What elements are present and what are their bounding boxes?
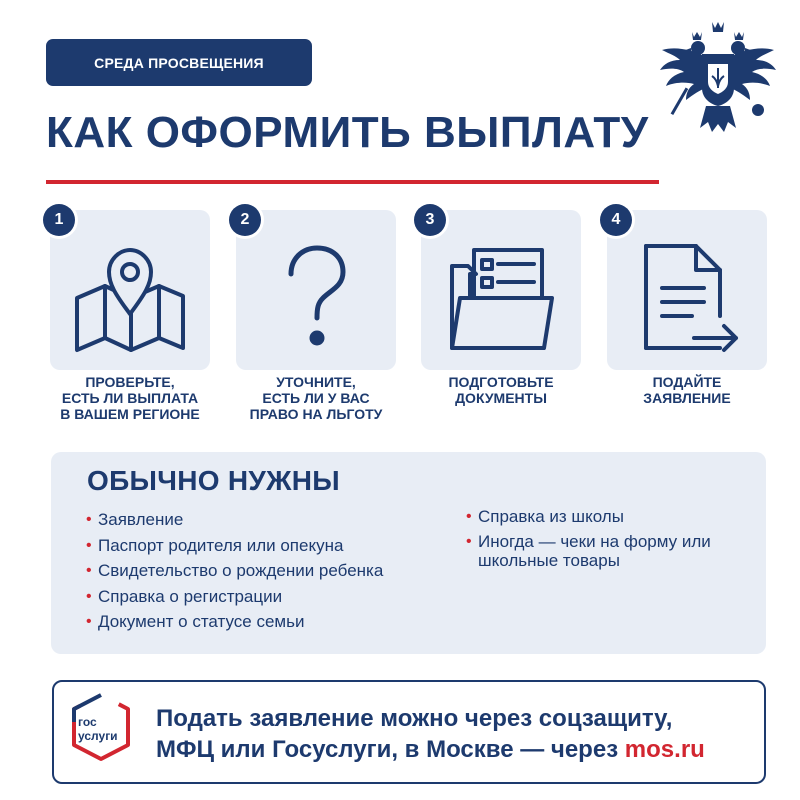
logo-text-top: гос [78,715,97,729]
step-caption: ПРОВЕРЬТЕ, ЕСТЬ ЛИ ВЫПЛАТА В ВАШЕМ РЕГИОНЕ [60,374,200,422]
step-number: 2 [229,204,261,236]
title-divider [46,180,659,184]
step-card [421,210,581,370]
submission-info-text [156,703,746,765]
list-item: • Иногда — чеки на форму или школьные товары [466,532,746,570]
step-caption: УТОЧНИТЕ, ЕСТЬ ЛИ У ВАС ПРАВО НА ЛЬГОТУ [249,374,383,422]
question-mark-icon [261,236,371,356]
submission-line-2 [156,734,746,765]
step-number: 4 [600,204,632,236]
list-item: • Свидетельство о рождении ребенка [86,558,383,584]
documents-list-right [466,507,746,576]
list-item: • Справка о регистрации [86,584,383,610]
document-send-icon [632,236,742,356]
step-caption: ПОДГОТОВЬТЕ ДОКУМЕНТЫ [448,374,554,406]
step-caption: ПОДАЙТЕ ЗАЯВЛЕНИЕ [643,374,731,406]
folder-documents-icon [446,236,556,356]
documents-title: ОБЫЧНО НУЖНЫ [87,465,340,496]
double-headed-eagle-emblem-icon [656,16,780,140]
list-item: • Заявление [86,507,383,533]
page-title: КАК ОФОРМИТЬ ВЫПЛАТУ [46,108,649,157]
brand-badge [46,39,312,86]
brand-label: СРЕДА ПРОСВЕЩЕНИЯ [94,54,264,71]
step-card [607,210,767,370]
mos-ru-link[interactable]: mos.ru [624,736,705,763]
submission-line-2-text: МФЦ или Госуслуги, в Москве — через [156,736,625,763]
step-number: 3 [414,204,446,236]
logo-text-bottom: услуги [78,729,118,743]
documents-list-left [86,507,383,635]
list-item: • Паспорт родителя или опекуна [86,533,383,559]
list-item: • Документ о статусе семьи [86,609,383,635]
list-item: • Справка из школы [466,507,746,526]
map-pin-icon [75,236,185,356]
step-card [50,210,210,370]
submission-line-1: Подать заявление можно через соцзащиту, [156,705,673,732]
gosuslugi-logo-icon [66,692,136,762]
step-card [236,210,396,370]
step-number: 1 [43,204,75,236]
